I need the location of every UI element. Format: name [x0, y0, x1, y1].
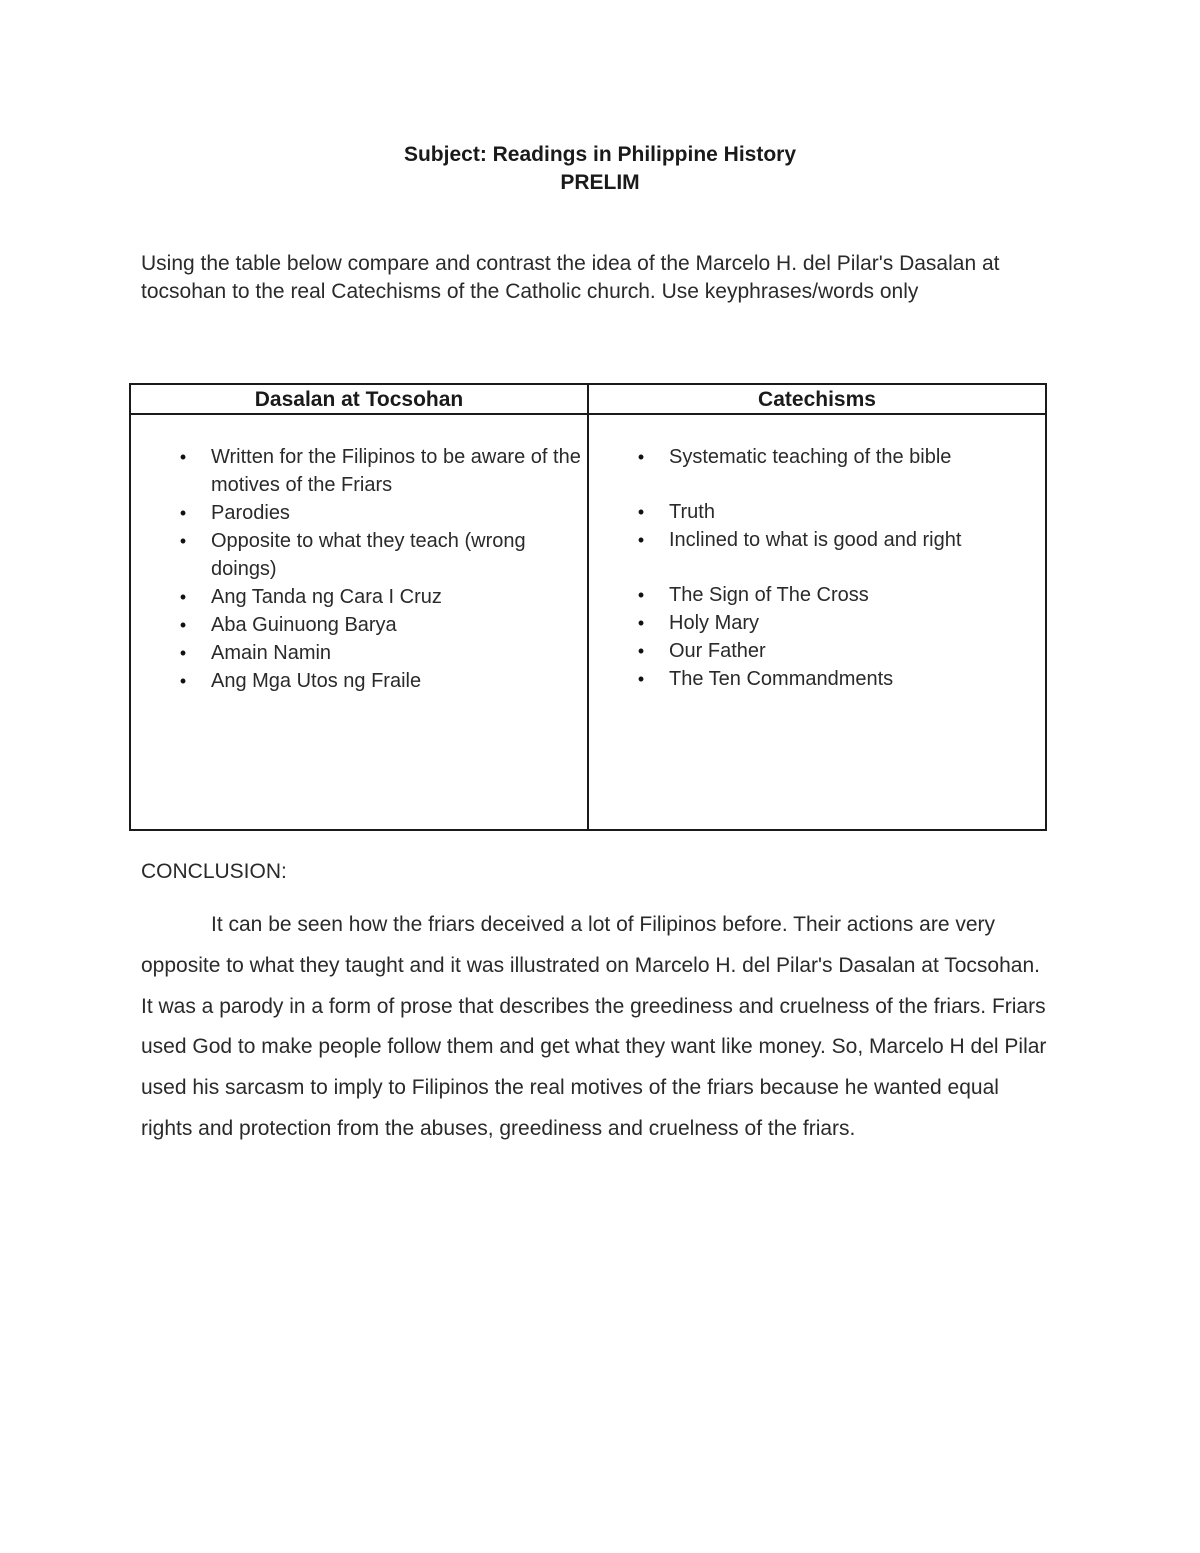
list-item-text: Ang Tanda ng Cara I Cruz [211, 586, 442, 608]
list-item [637, 609, 1039, 637]
list-item-text: Parodies [211, 502, 290, 524]
bullet-icon: • [179, 643, 187, 663]
list-item-text: Holy Mary [669, 612, 760, 634]
subject-line: Subject: Readings in Philippine History [403, 143, 797, 166]
header-rule [131, 413, 1045, 415]
list-item-text: Ang Mga Utos ng Fraile [211, 670, 422, 692]
list-item [179, 639, 581, 667]
bullet-icon: • [637, 447, 645, 467]
bullet-icon: • [637, 641, 645, 661]
list-item [179, 443, 581, 499]
column-divider [587, 385, 589, 829]
list-item [637, 665, 1039, 693]
list-item-text: Inclined to what is good and right [669, 529, 962, 551]
list-item [179, 499, 581, 527]
dasalan-list [179, 443, 581, 695]
catechisms-list [637, 443, 1039, 693]
list-item-text: The Ten Commandments [669, 668, 894, 690]
bullet-icon: • [637, 613, 645, 633]
bullet-icon: • [637, 585, 645, 605]
bullet-icon: • [179, 447, 187, 467]
list-spacer [669, 554, 1039, 581]
bullet-icon: • [179, 531, 187, 551]
bullet-icon: • [179, 615, 187, 635]
bullet-icon: • [179, 671, 187, 691]
list-item-text: Truth [669, 501, 715, 523]
list-item-text: Written for the Filipinos to be aware of the motives of the Friars [211, 446, 581, 496]
list-item [179, 611, 581, 639]
list-item [179, 527, 581, 583]
list-item [179, 583, 581, 611]
list-item [637, 581, 1039, 609]
instructions-paragraph: Using the table below compare and contrast the idea of the Marcelo H. del Pilar's Dasalan at tocsohan to the real Catechisms of the Catholic church. Use keyphrases/words only [141, 252, 1000, 303]
list-item-text: Aba Guinuong Barya [211, 614, 397, 636]
conclusion-heading: CONCLUSION: [141, 860, 287, 883]
list-item-text: Our Father [669, 640, 766, 662]
bullet-icon: • [637, 669, 645, 689]
list-item [179, 667, 581, 695]
list-item-text: Amain Namin [211, 642, 332, 664]
list-item [637, 498, 1039, 526]
conclusion-paragraph: It can be seen how the friars deceived a lot of Filipinos before. Their actions are very opposite to what they taught and it was illustrated on Marcelo H. del Pilar's Dasalan at Tocsohan. It was a parody in a form of prose that describes the greediness and cruelness of the friars. Friars used God to make people follow them and get what they want like money. So, Marcelo H del Pilar used his sarcasm to imply to Filipinos the real motives of the friars because he wanted equal rights and protection from the abuses, greediness and cruelness of the friars. [141, 913, 1047, 1140]
list-item [637, 637, 1039, 665]
bullet-icon: • [179, 503, 187, 523]
term-label: PRELIM [560, 171, 640, 194]
list-item [637, 526, 1039, 554]
bullet-icon: • [637, 530, 645, 550]
list-item [637, 443, 1039, 471]
header-catechisms: Catechisms [758, 388, 876, 411]
list-item-text: The Sign of The Cross [669, 584, 869, 606]
list-item-text: Systematic teaching of the bible [669, 446, 952, 468]
list-item-text: Opposite to what they teach (wrong doings) [211, 530, 526, 580]
bullet-icon: • [179, 587, 187, 607]
comparison-table [129, 383, 1047, 831]
header-dasalan: Dasalan at Tocsohan [254, 388, 464, 411]
bullet-icon: • [637, 502, 645, 522]
title-block [0, 141, 1200, 197]
list-spacer [669, 471, 1039, 498]
